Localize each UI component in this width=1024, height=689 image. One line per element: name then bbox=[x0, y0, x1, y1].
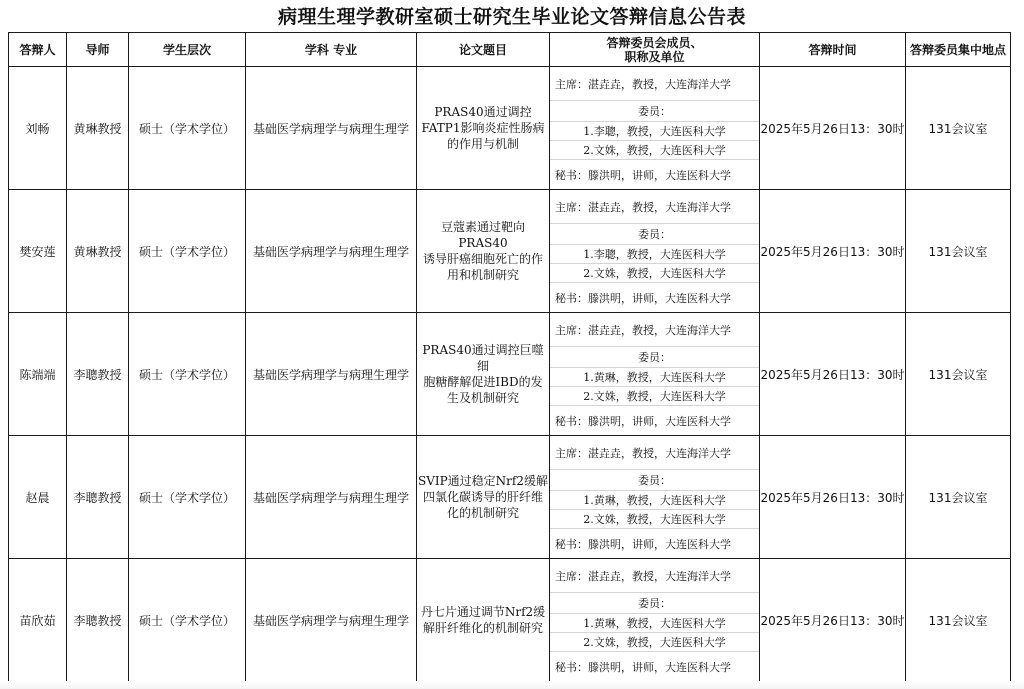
committee-secretary: 秘书：滕洪明，讲师，大连医科大学 bbox=[555, 537, 731, 551]
cell-level: 硕士（学术学位） bbox=[129, 559, 246, 682]
cell-advisor: 黄琳教授 bbox=[67, 190, 129, 313]
header-thesis: 论文题目 bbox=[417, 33, 550, 67]
cell-thesis bbox=[417, 436, 550, 559]
cell-location: 131会议室 bbox=[906, 436, 1011, 559]
committee-member-1: 1.黄琳，教授，大连医科大学 bbox=[550, 613, 759, 633]
page-title: 病理生理学教研室硕士研究生毕业论文答辩信息公告表 bbox=[277, 6, 746, 28]
cell-level: 硕士（学术学位） bbox=[129, 67, 246, 190]
committee-member-2: 2.文姝，教授，大连医科大学 bbox=[550, 510, 759, 529]
thesis-line: 用和机制研究 bbox=[446, 268, 519, 282]
cell-committee bbox=[550, 67, 760, 190]
committee-members-label: 委员： bbox=[638, 351, 671, 364]
cell-time: 2025年5月26日13：30时 bbox=[760, 67, 906, 190]
committee-member-1: 1.黄琳，教授，大连医科大学 bbox=[550, 367, 759, 387]
thesis-line: 的作用与机制 bbox=[446, 137, 519, 151]
cell-advisor: 李聰教授 bbox=[67, 313, 129, 436]
table-row bbox=[9, 313, 1011, 436]
sheet-grid-edge bbox=[0, 681, 1024, 689]
committee-secretary: 秘书：滕洪明，讲师，大连医科大学 bbox=[555, 660, 731, 674]
thesis-line: 丹七片通过调节Nrf2缓 bbox=[420, 605, 546, 619]
cell-thesis bbox=[417, 190, 550, 313]
cell-location: 131会议室 bbox=[906, 559, 1011, 682]
committee-member-2: 2.文姝，教授，大连医科大学 bbox=[550, 387, 759, 406]
committee-secretary: 秘书：滕洪明，讲师，大连医科大学 bbox=[555, 291, 731, 305]
cell-committee bbox=[550, 313, 760, 436]
cell-time: 2025年5月26日13：30时 bbox=[760, 436, 906, 559]
cell-committee bbox=[550, 436, 760, 559]
committee-chair: 主席：湛垚垚，教授，大连海洋大学 bbox=[550, 190, 759, 224]
committee-members-label: 委员： bbox=[638, 105, 671, 118]
thesis-line: 化的机制研究 bbox=[446, 506, 519, 520]
committee-secretary: 秘书：滕洪明，讲师，大连医科大学 bbox=[555, 414, 731, 428]
thesis-line: 四氯化碳诱导的肝纤维 bbox=[422, 490, 543, 504]
cell-student: 刘畅 bbox=[9, 67, 67, 190]
header-committee-line2: 职称及单位 bbox=[624, 49, 685, 64]
cell-advisor: 黄琳教授 bbox=[67, 67, 129, 190]
header-committee-line1: 答辩委员会成员、 bbox=[606, 35, 703, 50]
header-committee bbox=[550, 33, 760, 67]
cell-thesis bbox=[417, 67, 550, 190]
committee-member-1: 1.李聰，教授，大连医科大学 bbox=[550, 121, 759, 141]
cell-location: 131会议室 bbox=[906, 190, 1011, 313]
cell-student: 赵晨 bbox=[9, 436, 67, 559]
committee-chair: 主席：湛垚垚，教授，大连海洋大学 bbox=[550, 313, 759, 347]
cell-time: 2025年5月26日13：30时 bbox=[760, 559, 906, 682]
committee-secretary: 秘书：滕洪明，讲师，大连医科大学 bbox=[555, 168, 731, 182]
cell-committee bbox=[550, 559, 760, 682]
cell-thesis bbox=[417, 313, 550, 436]
cell-level: 硕士（学术学位） bbox=[129, 190, 246, 313]
header-advisor: 导师 bbox=[67, 33, 129, 67]
thesis-line: FATP1影响炎症性肠病 bbox=[421, 121, 545, 135]
thesis-line: SVIP通过稳定Nrf2缓解 bbox=[417, 474, 548, 488]
thesis-line: 生及机制研究 bbox=[446, 391, 519, 405]
thesis-line: 豆蔻素通过靶向PRAS40 bbox=[440, 220, 525, 250]
cell-student: 苗欣茹 bbox=[9, 559, 67, 682]
defense-info-table bbox=[8, 32, 1011, 682]
thesis-line: 诱导肝癌细胞死亡的作 bbox=[422, 252, 543, 266]
cell-committee bbox=[550, 190, 760, 313]
cell-advisor: 李聰教授 bbox=[67, 559, 129, 682]
cell-level: 硕士（学术学位） bbox=[129, 313, 246, 436]
committee-chair: 主席：湛垚垚，教授，大连海洋大学 bbox=[550, 67, 759, 101]
cell-time: 2025年5月26日13：30时 bbox=[760, 313, 906, 436]
cell-major: 基础医学病理学与病理生理学 bbox=[246, 190, 417, 313]
cell-major: 基础医学病理学与病理生理学 bbox=[246, 559, 417, 682]
cell-major: 基础医学病理学与病理生理学 bbox=[246, 67, 417, 190]
thesis-line: PRAS40通过调控巨噬细 bbox=[422, 343, 544, 373]
cell-student: 樊安莲 bbox=[9, 190, 67, 313]
committee-member-2: 2.文姝，教授，大连医科大学 bbox=[550, 141, 759, 160]
table-row bbox=[9, 67, 1011, 190]
header-row bbox=[9, 33, 1011, 67]
committee-member-1: 1.李聰，教授，大连医科大学 bbox=[550, 244, 759, 264]
cell-student: 陈端端 bbox=[9, 313, 67, 436]
cell-thesis bbox=[417, 559, 550, 682]
thesis-line: PRAS40通过调控 bbox=[434, 105, 532, 119]
cell-location: 131会议室 bbox=[906, 313, 1011, 436]
table-row bbox=[9, 436, 1011, 559]
committee-member-1: 1.黄琳，教授，大连医科大学 bbox=[550, 490, 759, 510]
committee-members-label: 委员： bbox=[638, 597, 671, 610]
header-student: 答辩人 bbox=[9, 33, 67, 67]
table-row bbox=[9, 559, 1011, 682]
cell-advisor: 李聰教授 bbox=[67, 436, 129, 559]
committee-members-label: 委员： bbox=[638, 474, 671, 487]
thesis-line: 胞糖酵解促进IBD的发 bbox=[423, 375, 543, 389]
committee-chair: 主席：湛垚垚，教授，大连海洋大学 bbox=[550, 559, 759, 593]
thesis-line: 解肝纤维化的机制研究 bbox=[422, 621, 543, 635]
header-major: 学科 专业 bbox=[246, 33, 417, 67]
header-time: 答辩时间 bbox=[760, 33, 906, 67]
committee-members-label: 委员： bbox=[638, 228, 671, 241]
committee-member-2: 2.文姝，教授，大连医科大学 bbox=[550, 264, 759, 283]
committee-member-2: 2.文姝，教授，大连医科大学 bbox=[550, 633, 759, 652]
header-level: 学生层次 bbox=[129, 33, 246, 67]
header-location: 答辩委员集中地点 bbox=[906, 33, 1011, 67]
cell-major: 基础医学病理学与病理生理学 bbox=[246, 436, 417, 559]
cell-level: 硕士（学术学位） bbox=[129, 436, 246, 559]
cell-location: 131会议室 bbox=[906, 67, 1011, 190]
committee-chair: 主席：湛垚垚，教授，大连海洋大学 bbox=[550, 436, 759, 470]
table-row bbox=[9, 190, 1011, 313]
cell-major: 基础医学病理学与病理生理学 bbox=[246, 313, 417, 436]
cell-time: 2025年5月26日13：30时 bbox=[760, 190, 906, 313]
